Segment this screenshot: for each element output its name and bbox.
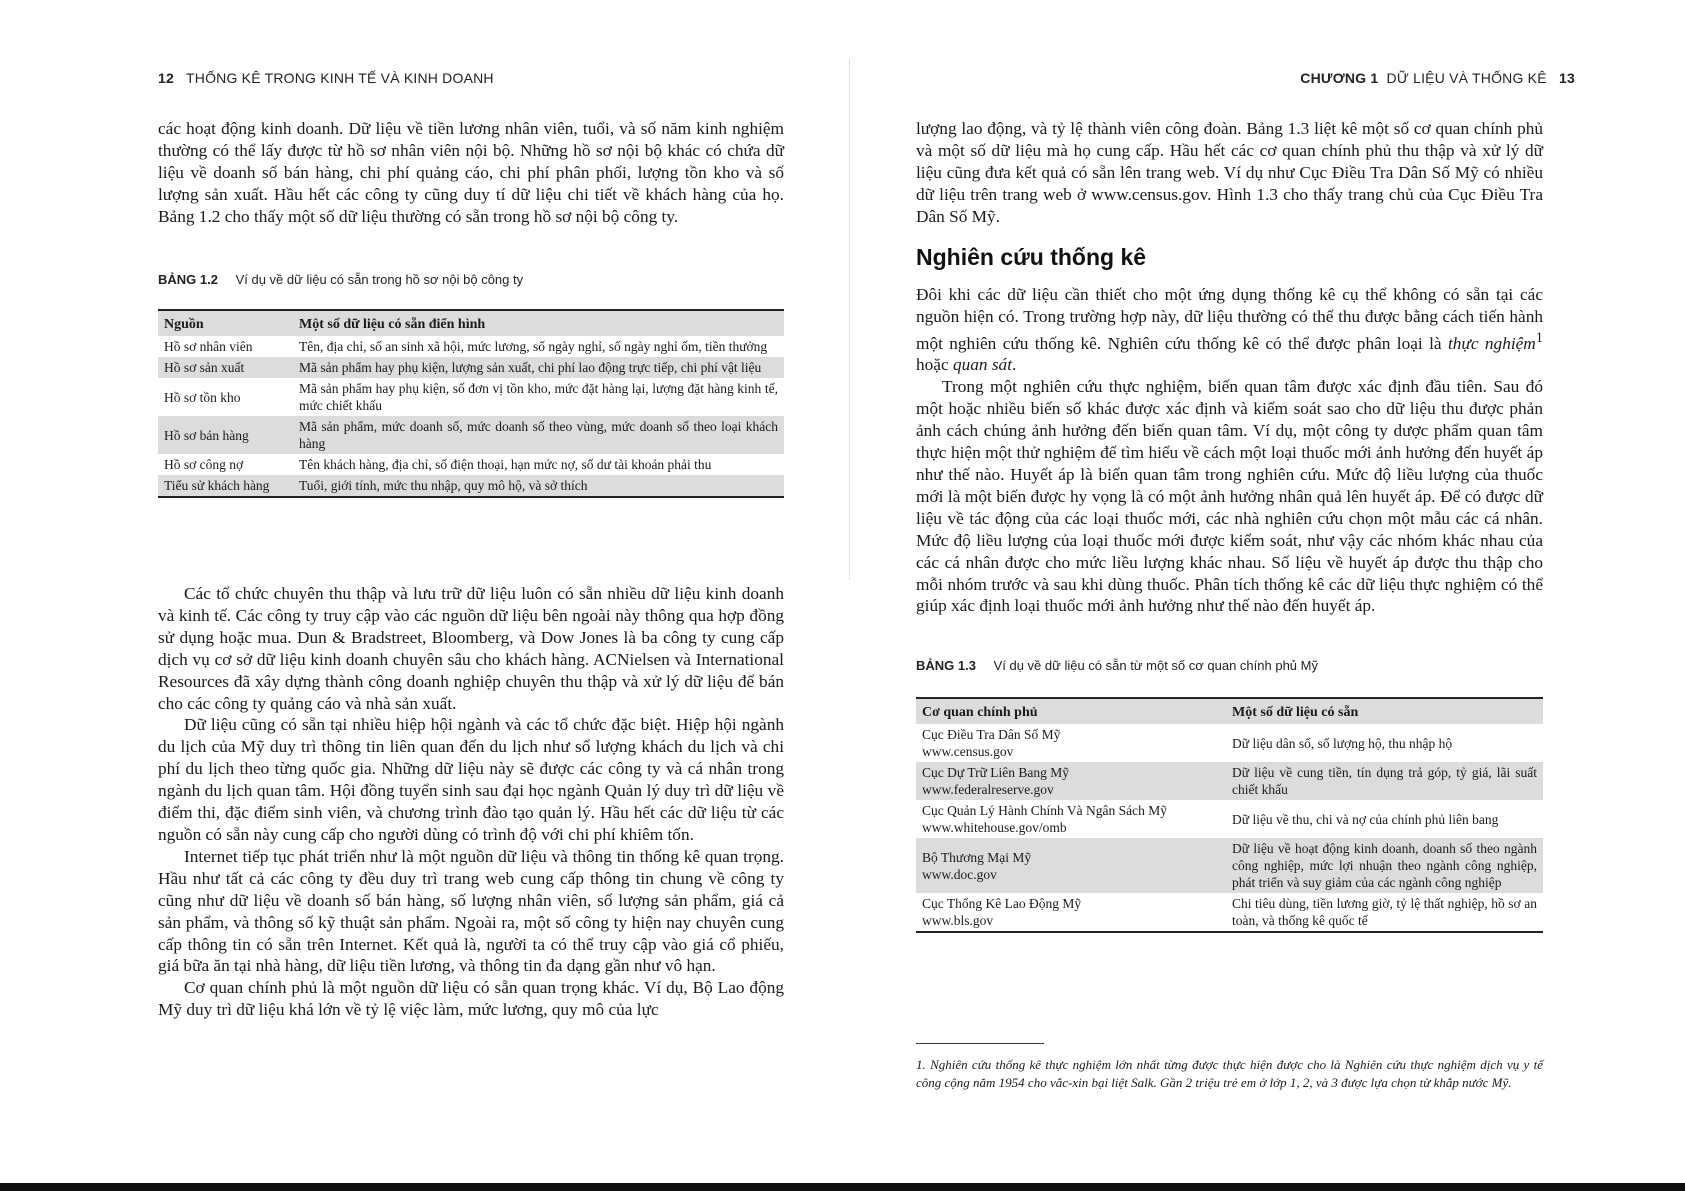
table-label: BẢNG 1.2: [158, 272, 218, 287]
table-cell: Hồ sơ công nợ: [164, 457, 244, 472]
table-cell: Chi tiêu dùng, tiền lương giờ, tỷ lệ thất nghiệp, hồ sơ an toàn, và thống kê quốc tế: [1232, 896, 1537, 928]
right-running-head: [1300, 70, 1575, 86]
agency-url: www.census.gov: [922, 744, 1014, 759]
table-cell: Hồ sơ tồn kho: [164, 389, 241, 405]
table-header-row: [158, 310, 784, 336]
table-row: [158, 378, 784, 416]
table-row: [916, 838, 1543, 893]
paragraph: Các tổ chức chuyên thu thập và lưu trữ dữ liệu luôn có sẵn nhiều dữ liệu kinh doanh và kinh tế. Các công ty truy cập vào các nguồn dữ liệu bên ngoài này thông qua hợp đồng sử dụng hoặc mua. Dun & Bradstreet, Bloomberg, và Dow Jones là ba công ty cung cấp dịch vụ cơ sở dữ liệu kinh doanh chuyên sâu cho khách hàng. ACNielsen và International Resources đã xây dựng thành công doanh nghiệp chuyên thu thập và xử lý dữ liệu để bán cho các công ty quảng cáo và nhà sản xuất.: [158, 584, 784, 713]
table-1-2-caption: [158, 272, 523, 287]
left-text-block-2: [158, 583, 784, 1021]
agency-name: Bộ Thương Mại Mỹ: [922, 849, 1032, 865]
table-row: [916, 800, 1543, 838]
table-cell: Hồ sơ nhân viên: [164, 339, 253, 354]
table-title: Ví dụ về dữ liệu có sẵn từ một số cơ quan chính phủ Mỹ: [993, 658, 1318, 673]
table-row: [158, 454, 784, 475]
agency-name: Cục Điều Tra Dân Số Mỹ: [922, 727, 1061, 742]
table-cell: Mã sản phẩm, mức doanh số, mức doanh số theo vùng, mức doanh số theo loại khách hàng: [293, 416, 784, 454]
agency-name: Cục Dự Trữ Liên Bang Mỹ: [922, 765, 1070, 780]
paragraph: Dữ liệu cũng có sẵn tại nhiều hiệp hội ngành và các tổ chức đặc biệt. Hiệp hội ngành du lịch của Mỹ duy trì thông tin liên quan đến du lịch như số lượng khách du lịch và chi phí du lịch theo từng quốc gia. Những dữ liệu này sẽ được các công ty và cá nhân trong ngành du lịch quan tâm. Hội đồng tuyển sinh sau đại học ngành Quản lý duy trì dữ liệu về điểm thi, đặc điểm sinh viên, và chương trình đào tạo quản lý. Hầu hết các dữ liệu từ các nguồn có sẵn này cung cấp cho người dùng có trình độ với chi phí khiêm tốn.: [158, 715, 784, 844]
column-header: Cơ quan chính phủ: [916, 698, 1226, 724]
paragraph: các hoạt động kinh doanh. Dữ liệu về tiền lương nhân viên, tuổi, và số năm kinh nghiệm thường có thể lấy được từ hồ sơ nhân viên nội bộ. Những hồ sơ nội bộ khác có chứa dữ liệu về doanh số bán hàng, chi phí quảng cáo, chi phí phân phối, lượng tồn kho và số lượng sản xuất. Hầu hết các công ty cũng duy tí dữ liệu chi tiết về khách hàng của họ. Bảng 1.2 cho thấy một số dữ liệu thường có sẵn trong hồ sơ nội bộ công ty.: [158, 119, 784, 226]
table-1-3-caption: [916, 658, 1318, 673]
emphasis: thực nghiệm: [1447, 333, 1536, 353]
paragraph-text: Đôi khi các dữ liệu cần thiết cho một ứng dụng thống kê cụ thể không có sẵn tại các nguồn hiện có. Trong trường hợp này, dữ liệu thường có thể thu được bằng cách tiến hành một nghiên cứu thống kê. Nghiên cứu thống kê có thể được phân loại là: [916, 285, 1543, 353]
table-cell: [916, 838, 1226, 893]
table-title: Ví dụ về dữ liệu có sẵn trong hồ sơ nội bộ công ty: [235, 272, 524, 287]
paragraph: Cơ quan chính phủ là một nguồn dữ liệu có sẵn quan trọng khác. Ví dụ, Bộ Lao động Mỹ duy trì dữ liệu khá lớn về tỷ lệ việc làm, mức lương, quy mô của lực: [158, 978, 784, 1020]
table-row: [158, 357, 784, 378]
table-cell: [916, 893, 1226, 932]
table-cell: Hồ sơ sản xuất: [158, 357, 293, 378]
chapter-title: DỮ LIỆU VÀ THỐNG KÊ: [1386, 70, 1547, 86]
table-cell: Tiểu sử khách hàng: [158, 475, 293, 497]
table-row: [158, 416, 784, 454]
left-running-head: [158, 70, 494, 86]
emphasis: quan sát: [952, 355, 1013, 375]
paragraph: lượng lao động, và tỷ lệ thành viên công đoàn. Bảng 1.3 liệt kê một số cơ quan chính phủ và một số dữ liệu mà họ cung cấp. Hầu hết các cơ quan chính phủ thu thập và xử lý dữ liệu cũng đưa kết quả có sẵn lên trang web. Ví dụ như Cục Điều Tra Dân Số Mỹ có nhiều dữ liệu trên trang web ở www.census.gov. Hình 1.3 cho thấy trang chủ của Cục Điều Tra Dân Số Mỹ.: [916, 119, 1543, 226]
right-text-block-2: [916, 284, 1543, 617]
footnote: 1. Nghiên cứu thống kê thực nghiệm lớn nhất từng được thực hiện được cho là Nghiên cứu thực nghiệm dịch vụ y tế công cộng năm 1954 cho vắc-xin bại liệt Salk. Gần 2 triệu trẻ em ở lớp 1, 2, và 3 được lựa chọn từ khắp nước Mỹ.: [916, 1057, 1543, 1090]
agency-url: www.bls.gov: [922, 913, 994, 928]
table-cell: Tên, địa chỉ, số an sinh xã hội, mức lương, số ngày nghỉ, số ngày nghỉ ốm, tiền thưởng: [299, 339, 768, 354]
section-heading: Nghiên cứu thống kê: [916, 244, 1147, 270]
paragraph-text: hoặc: [916, 355, 953, 375]
right-text-block-1: [916, 118, 1543, 228]
table-row: [916, 724, 1543, 762]
table-cell: [916, 800, 1226, 838]
paragraph: Trong một nghiên cứu thực nghiệm, biến quan tâm được xác định đầu tiên. Sau đó một hoặc nhiều biến số khác được xác định và kiểm soát sao cho dữ liệu thu được phản ảnh cách chúng ảnh hưởng đến biến quan tâm. Ví dụ, một công ty dược phẩm quan tâm thực hiện một thử nghiệm để tìm hiểu về cách một loại thuốc mới ảnh hưởng đến huyết áp như thế nào. Huyết áp là biến quan tâm trong nghiên cứu. Mức độ liều lượng của thuốc mới là một biến được hy vọng là có một ảnh hưởng nhân quả lên huyết áp. Để có được dữ liệu về tác động của các loại thuốc mới, các nhà nghiên cứu chọn một mẫu các cá nhân. Mức độ liều lượng của loại thuốc mới được kiểm soát, như vậy các nhóm khác nhau của các cá nhân được cho mức liều lượng khác nhau. Số liệu về huyết áp được thu thập cho mỗi nhóm trước và sau khi dùng thuốc. Phân tích thống kê các dữ liệu thực nghiệm có thể giúp xác định loại thuốc mới ảnh hưởng như thế nào đến huyết áp.: [916, 377, 1543, 616]
table-cell: Dữ liệu về hoạt động kinh doanh, doanh số theo ngành công nghiệp, mức lợi nhuận theo ngành công nghiệp, phát triển và suy giảm của các ngành công nghiệp: [1226, 838, 1543, 893]
table-1-3: [916, 697, 1543, 933]
table-cell: Tên khách hàng, địa chỉ, số điện thoại, hạn mức nợ, số dư tài khoản phải thu: [299, 457, 712, 472]
agency-url: www.federalreserve.gov: [922, 782, 1054, 797]
table-1-2: [158, 309, 784, 498]
column-header: Một số dữ liệu có sẵn điển hình: [293, 310, 784, 336]
table-row: [158, 475, 784, 497]
table-cell: Hồ sơ bán hàng: [158, 416, 293, 454]
column-header: Nguồn: [158, 310, 293, 336]
column-header: Một số dữ liệu có sẵn: [1226, 698, 1543, 724]
page-number: 12: [158, 70, 174, 86]
table-row: [916, 893, 1543, 932]
table-cell: [916, 724, 1226, 762]
page-number: 13: [1559, 70, 1575, 86]
footnote-ref: 1: [1535, 329, 1543, 346]
table-label: BẢNG 1.3: [916, 658, 976, 673]
table-row: [916, 762, 1543, 800]
paragraph: Internet tiếp tục phát triển như là một nguồn dữ liệu và thông tin thống kê quan trọng. Hầu như tất cả các công ty đều duy trì trang web cung cấp thông tin chung về công ty cũng như dữ liệu về doanh số bán hàng, số lượng nhân viên, số lượng sản phẩm, giá cả sản phẩm, và thông số kỹ thuật sản phẩm. Ngoài ra, một số công ty hiện nay chuyên cung cấp thông tin có sẵn trên Internet. Kết quả là, người ta có thể truy cập vào giá cổ phiếu, giá bữa ăn tại nhà hàng, dữ liệu tiền lương, và thông tin đa dạng gần như vô hạn.: [158, 846, 784, 976]
left-text-block-1: [158, 118, 784, 228]
paragraph: [916, 284, 1543, 376]
table-cell: Mã sản phẩm hay phụ kiện, số đơn vị tồn kho, mức đặt hàng lại, lượng đặt hàng kinh tế, mức chiết khấu: [299, 381, 778, 413]
table-cell: Tuổi, giới tính, mức thu nhập, quy mô hộ, và sở thích: [293, 475, 784, 497]
agency-name: Cục Quản Lý Hành Chính Và Ngân Sách Mỹ: [922, 803, 1167, 818]
table-cell: [916, 762, 1226, 800]
table-row: [158, 336, 784, 357]
agency-name: Cục Thống Kê Lao Động Mỹ: [922, 896, 1082, 911]
agency-url: www.doc.gov: [922, 866, 997, 882]
table-cell: Dữ liệu về cung tiền, tín dụng trả góp, tỷ giá, lãi suất chiết khấu: [1226, 762, 1543, 800]
footnote-rule: [916, 1043, 1044, 1044]
scan-edge: [0, 1183, 1685, 1191]
table-header-row: [916, 698, 1543, 724]
paragraph-text: .: [1012, 355, 1017, 375]
book-title: THỐNG KÊ TRONG KINH TẾ VÀ KINH DOANH: [186, 70, 494, 86]
table-cell: Dữ liệu về thu, chi và nợ của chính phủ liên bang: [1232, 811, 1499, 827]
agency-url: www.whitehouse.gov/omb: [922, 820, 1067, 835]
table-cell: Dữ liệu dân số, số lượng hộ, thu nhập hộ: [1232, 735, 1453, 751]
left-page: [0, 0, 842, 1191]
table-cell: Mã sản phẩm hay phụ kiện, lượng sản xuất, chi phí lao động trực tiếp, chi phí vật liệu: [293, 357, 784, 378]
chapter-label: CHƯƠNG 1: [1300, 70, 1379, 86]
